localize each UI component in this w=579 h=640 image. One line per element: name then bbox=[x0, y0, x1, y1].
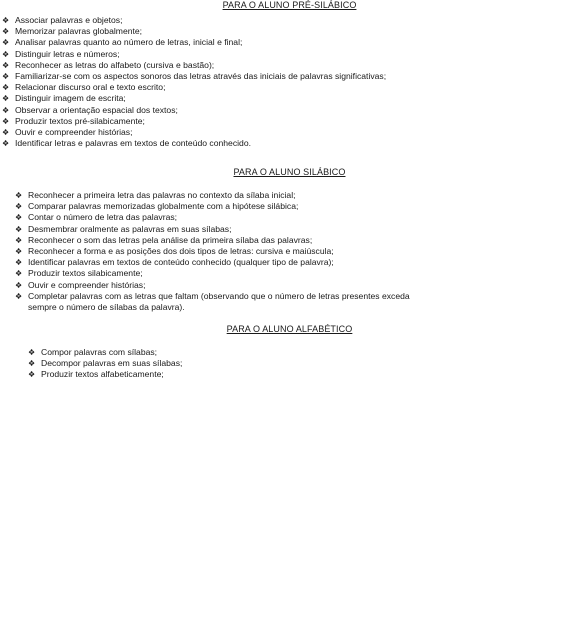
diamond-bullet-icon: ❖ bbox=[15, 191, 23, 200]
diamond-bullet-icon: ❖ bbox=[15, 258, 23, 268]
list-item bbox=[15, 246, 415, 257]
list-item-text: Relacionar discurso oral e texto escrito; bbox=[15, 82, 166, 93]
section-heading-silabico: PARA O ALUNO SILÁBICO bbox=[233, 167, 346, 177]
list-item bbox=[2, 26, 572, 37]
diamond-bullet-icon: ❖ bbox=[28, 370, 36, 380]
diamond-bullet-icon: ❖ bbox=[15, 213, 23, 223]
list-item bbox=[28, 347, 328, 358]
list-item bbox=[28, 369, 328, 380]
list-item bbox=[15, 224, 415, 235]
diamond-bullet-icon: ❖ bbox=[15, 235, 23, 245]
list-item bbox=[2, 105, 572, 116]
list-item-text: Reconhecer a primeira letra das palavras no contexto da sílaba inicial; bbox=[28, 190, 296, 200]
list-item-text: Identificar palavras em textos de conteúdo conhecido (qualquer tipo de palavra); bbox=[28, 257, 334, 268]
list-item-text: Reconhecer a forma e as posições dos dois tipos de letras: cursiva e maiúscula; bbox=[28, 246, 334, 257]
list-item-text: Decompor palavras em suas sílabas; bbox=[41, 358, 183, 369]
list-item bbox=[28, 358, 328, 369]
diamond-bullet-icon: ❖ bbox=[2, 72, 10, 82]
diamond-bullet-icon: ❖ bbox=[2, 60, 10, 70]
diamond-bullet-icon: ❖ bbox=[2, 16, 10, 25]
list-item bbox=[2, 127, 572, 138]
list-item-text: Associar palavras e objetos; bbox=[15, 15, 123, 25]
list-item-text: Desmembrar oralmente as palavras em suas sílabas; bbox=[28, 223, 232, 234]
list-item bbox=[2, 37, 572, 48]
list-item-text: Identificar letras e palavras em textos de conteúdo conhecido. bbox=[15, 138, 251, 149]
list-item bbox=[15, 257, 415, 268]
list-item bbox=[2, 82, 572, 93]
list-item-text: Memorizar palavras globalmente; bbox=[15, 26, 143, 37]
list-item bbox=[15, 201, 415, 212]
list-item-text: Familiarizar-se com os aspectos sonoros das letras através das iniciais de palavras significativas; bbox=[15, 71, 387, 82]
list-item-text: Observar a orientação espacial dos textos; bbox=[15, 104, 178, 115]
diamond-bullet-icon: ❖ bbox=[2, 139, 10, 149]
list-item-text: Reconhecer as letras do alfabeto (cursiva e bastão); bbox=[15, 59, 215, 70]
list-item bbox=[15, 235, 415, 246]
list-item bbox=[2, 49, 572, 60]
list-item bbox=[2, 138, 572, 149]
list-item-text: Ouvir e compreender histórias; bbox=[28, 279, 146, 290]
list-item bbox=[15, 268, 415, 279]
section-heading-pre-silabico: PARA O ALUNO PRÉ-SILÁBICO bbox=[222, 0, 357, 10]
objectives-list-silabico bbox=[15, 190, 415, 313]
objectives-list-pre-silabico bbox=[2, 15, 572, 149]
list-item bbox=[2, 116, 572, 127]
list-item-text: Distinguir imagem de escrita; bbox=[15, 93, 126, 104]
list-item-text: Produzir textos silabicamente; bbox=[28, 268, 143, 279]
diamond-bullet-icon: ❖ bbox=[15, 247, 23, 257]
list-item-text: Ouvir e compreender histórias; bbox=[15, 127, 133, 138]
list-item bbox=[2, 60, 572, 71]
diamond-bullet-icon: ❖ bbox=[15, 280, 23, 290]
diamond-bullet-icon: ❖ bbox=[28, 348, 36, 357]
list-item-text: Compor palavras com sílabas; bbox=[41, 347, 158, 357]
diamond-bullet-icon: ❖ bbox=[2, 49, 10, 59]
list-item bbox=[2, 15, 572, 26]
section-heading-alfabetico: PARA O ALUNO ALFABÉTICO bbox=[226, 324, 353, 334]
diamond-bullet-icon: ❖ bbox=[2, 128, 10, 138]
diamond-bullet-icon: ❖ bbox=[2, 83, 10, 93]
objectives-list-alfabetico bbox=[28, 347, 328, 381]
list-item-text: Completar palavras com as letras que faltam (observando que o número de letras presentes exceda sempre o número de sílabas da palavra). bbox=[28, 290, 410, 313]
list-item-text: Comparar palavras memorizadas globalmente com a hipótese silábica; bbox=[28, 201, 299, 212]
list-item-text: Contar o número de letra das palavras; bbox=[28, 212, 178, 223]
diamond-bullet-icon: ❖ bbox=[15, 224, 23, 234]
diamond-bullet-icon: ❖ bbox=[2, 116, 10, 126]
list-item bbox=[15, 212, 415, 223]
list-item bbox=[15, 190, 415, 201]
diamond-bullet-icon: ❖ bbox=[2, 94, 10, 104]
list-item bbox=[15, 291, 415, 313]
list-item-text: Reconhecer o som das letras pela análise da primeira sílaba das palavras; bbox=[28, 234, 313, 245]
diamond-bullet-icon: ❖ bbox=[15, 291, 23, 301]
list-item-text: Produzir textos alfabeticamente; bbox=[41, 369, 164, 380]
diamond-bullet-icon: ❖ bbox=[28, 359, 36, 369]
list-item-text: Produzir textos pré-silabicamente; bbox=[15, 115, 145, 126]
list-item bbox=[15, 280, 415, 291]
list-item-text: Analisar palavras quanto ao número de letras, inicial e final; bbox=[15, 37, 243, 48]
list-item bbox=[2, 93, 572, 104]
diamond-bullet-icon: ❖ bbox=[2, 105, 10, 115]
list-item-text: Distinguir letras e números; bbox=[15, 48, 120, 59]
diamond-bullet-icon: ❖ bbox=[15, 269, 23, 279]
diamond-bullet-icon: ❖ bbox=[2, 38, 10, 48]
diamond-bullet-icon: ❖ bbox=[2, 27, 10, 37]
diamond-bullet-icon: ❖ bbox=[15, 202, 23, 212]
list-item bbox=[2, 71, 572, 82]
